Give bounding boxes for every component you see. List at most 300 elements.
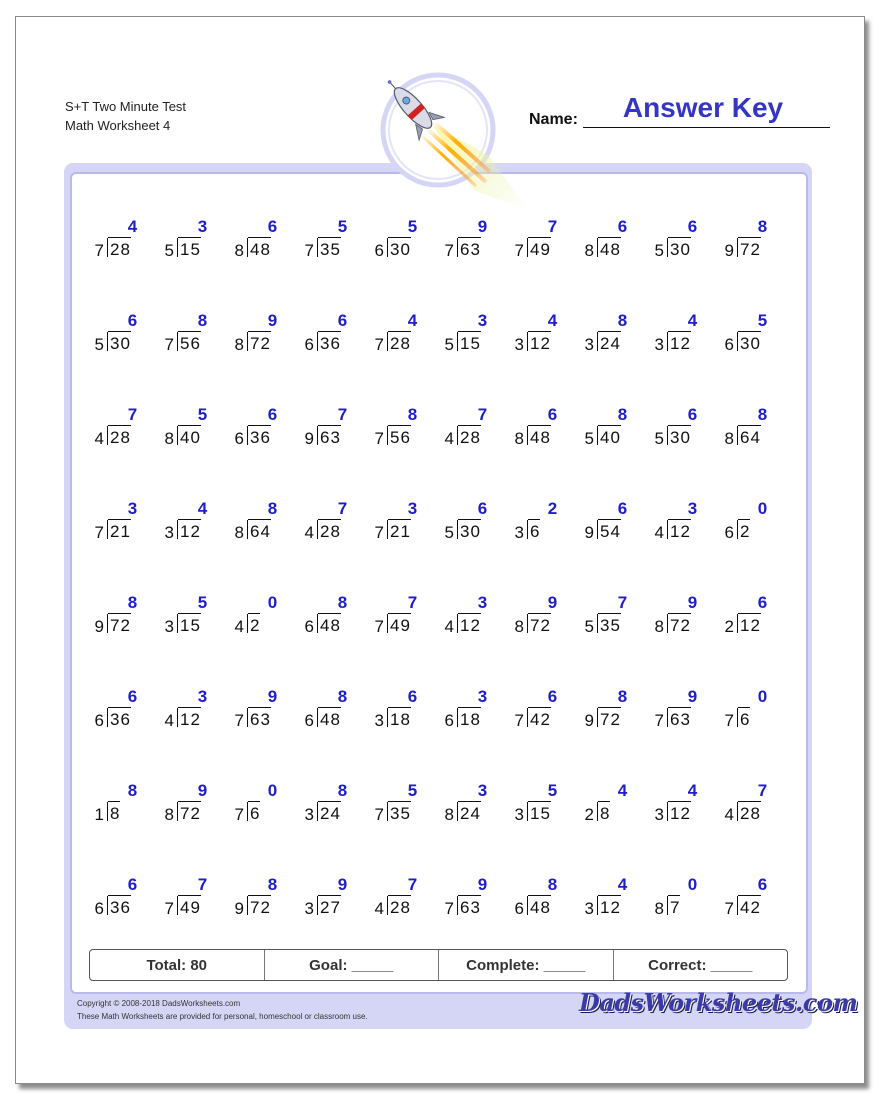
divisor: 7 bbox=[444, 899, 454, 918]
dividend: 48 bbox=[318, 613, 341, 636]
quotient-answer: 8 bbox=[337, 781, 348, 800]
dividend: 30 bbox=[458, 519, 481, 542]
division-problem bbox=[297, 876, 367, 920]
dividend: 56 bbox=[388, 425, 411, 448]
answer-key-label: Answer Key bbox=[622, 92, 784, 123]
dividend: 12 bbox=[178, 707, 201, 730]
divisor: 3 bbox=[164, 617, 174, 636]
dividend: 28 bbox=[108, 237, 131, 260]
quotient-answer: 8 bbox=[127, 593, 138, 612]
division-problem bbox=[297, 782, 367, 826]
dividend: 35 bbox=[318, 237, 341, 260]
quotient-answer: 7 bbox=[197, 875, 208, 894]
division-problem bbox=[507, 406, 577, 450]
division-problem bbox=[717, 876, 787, 920]
correct-cell: Correct: _____ bbox=[613, 950, 788, 980]
divisor: 8 bbox=[654, 899, 664, 918]
dividend: 28 bbox=[738, 801, 761, 824]
dividend: 42 bbox=[738, 895, 761, 918]
quotient-answer: 6 bbox=[547, 405, 558, 424]
division-problem bbox=[367, 688, 437, 732]
dividend: 72 bbox=[668, 613, 691, 636]
dividend: 48 bbox=[318, 707, 341, 730]
divisor: 5 bbox=[94, 335, 104, 354]
division-problem bbox=[87, 218, 157, 262]
divisor: 7 bbox=[374, 429, 384, 448]
dividend: 15 bbox=[458, 331, 481, 354]
division-problem bbox=[367, 876, 437, 920]
dividend: 21 bbox=[108, 519, 131, 542]
divisor: 2 bbox=[724, 617, 734, 636]
division-problem bbox=[577, 594, 647, 638]
division-problem bbox=[647, 782, 717, 826]
divisor: 6 bbox=[304, 335, 314, 354]
division-problem bbox=[227, 782, 297, 826]
dividend: 72 bbox=[528, 613, 551, 636]
divisor: 7 bbox=[164, 335, 174, 354]
quotient-answer: 0 bbox=[267, 781, 278, 800]
quotient-answer: 0 bbox=[757, 687, 768, 706]
divisor: 7 bbox=[94, 523, 104, 542]
divisor: 3 bbox=[584, 335, 594, 354]
quotient-answer: 0 bbox=[687, 875, 698, 894]
division-problem bbox=[577, 218, 647, 262]
dividend: 12 bbox=[598, 895, 621, 918]
division-problem bbox=[577, 876, 647, 920]
divisor: 9 bbox=[724, 241, 734, 260]
dividend: 15 bbox=[178, 613, 201, 636]
divisor: 6 bbox=[304, 617, 314, 636]
divisor: 7 bbox=[374, 335, 384, 354]
division-problem bbox=[647, 406, 717, 450]
dividend: 24 bbox=[458, 801, 481, 824]
dividend: 42 bbox=[528, 707, 551, 730]
quotient-answer: 9 bbox=[687, 593, 698, 612]
quotient-answer: 8 bbox=[407, 405, 418, 424]
divisor: 3 bbox=[514, 335, 524, 354]
dividend: 28 bbox=[388, 331, 411, 354]
division-problem bbox=[157, 218, 227, 262]
brand-logo: DadsWorksheets.com bbox=[579, 988, 858, 1017]
dividend: 15 bbox=[528, 801, 551, 824]
dividend: 36 bbox=[318, 331, 341, 354]
dividend: 6 bbox=[528, 519, 540, 542]
division-problem bbox=[297, 500, 367, 544]
quotient-answer: 3 bbox=[197, 217, 208, 236]
division-problem bbox=[717, 218, 787, 262]
division-problem bbox=[157, 594, 227, 638]
divisor: 4 bbox=[164, 711, 174, 730]
quotient-answer: 6 bbox=[267, 405, 278, 424]
quotient-answer: 8 bbox=[127, 781, 138, 800]
division-problem bbox=[367, 782, 437, 826]
divisor: 6 bbox=[94, 899, 104, 918]
dividend: 72 bbox=[248, 895, 271, 918]
dividend: 63 bbox=[458, 237, 481, 260]
dividend: 7 bbox=[668, 895, 680, 918]
quotient-answer: 7 bbox=[477, 405, 488, 424]
divisor: 7 bbox=[234, 711, 244, 730]
dividend: 56 bbox=[178, 331, 201, 354]
dividend: 63 bbox=[458, 895, 481, 918]
quotient-answer: 6 bbox=[267, 217, 278, 236]
dividend: 49 bbox=[528, 237, 551, 260]
division-problem bbox=[437, 406, 507, 450]
divisor: 5 bbox=[584, 617, 594, 636]
quotient-answer: 3 bbox=[197, 687, 208, 706]
division-problem bbox=[507, 594, 577, 638]
divisor: 4 bbox=[94, 429, 104, 448]
quotient-answer: 8 bbox=[267, 875, 278, 894]
dividend: 36 bbox=[108, 707, 131, 730]
usage-note: These Math Worksheets are provided for personal, homeschool or classroom use. bbox=[77, 1012, 368, 1021]
divisor: 7 bbox=[374, 617, 384, 636]
quotient-answer: 5 bbox=[337, 217, 348, 236]
divisor: 8 bbox=[584, 241, 594, 260]
divisor: 9 bbox=[584, 711, 594, 730]
quotient-answer: 5 bbox=[407, 217, 418, 236]
quotient-answer: 9 bbox=[547, 593, 558, 612]
division-problem bbox=[507, 688, 577, 732]
division-problem bbox=[437, 312, 507, 356]
dividend: 64 bbox=[248, 519, 271, 542]
dividend: 27 bbox=[318, 895, 341, 918]
dividend: 30 bbox=[668, 425, 691, 448]
divisor: 7 bbox=[374, 805, 384, 824]
dividend: 48 bbox=[248, 237, 271, 260]
dividend: 6 bbox=[738, 707, 750, 730]
divisor: 8 bbox=[234, 335, 244, 354]
dividend: 54 bbox=[598, 519, 621, 542]
division-problem bbox=[227, 688, 297, 732]
dividend: 35 bbox=[598, 613, 621, 636]
divisor: 5 bbox=[584, 429, 594, 448]
divisor: 7 bbox=[514, 241, 524, 260]
dividend: 49 bbox=[388, 613, 411, 636]
divisor: 3 bbox=[304, 899, 314, 918]
dividend: 12 bbox=[178, 519, 201, 542]
divisor: 6 bbox=[724, 335, 734, 354]
divisor: 4 bbox=[444, 429, 454, 448]
dividend: 36 bbox=[108, 895, 131, 918]
divisor: 5 bbox=[444, 335, 454, 354]
divisor: 3 bbox=[514, 523, 524, 542]
dividend: 49 bbox=[178, 895, 201, 918]
quotient-answer: 8 bbox=[337, 593, 348, 612]
quotient-answer: 3 bbox=[477, 593, 488, 612]
quotient-answer: 8 bbox=[757, 217, 768, 236]
complete-cell: Complete: _____ bbox=[438, 950, 613, 980]
quotient-answer: 6 bbox=[477, 499, 488, 518]
quotient-answer: 7 bbox=[337, 405, 348, 424]
division-problem bbox=[157, 500, 227, 544]
division-problem bbox=[437, 782, 507, 826]
dividend: 72 bbox=[178, 801, 201, 824]
dividend: 8 bbox=[598, 801, 610, 824]
divisor: 3 bbox=[374, 711, 384, 730]
dividend: 12 bbox=[668, 331, 691, 354]
quotient-answer: 9 bbox=[337, 875, 348, 894]
quotient-answer: 6 bbox=[337, 311, 348, 330]
divisor: 7 bbox=[374, 523, 384, 542]
division-problem bbox=[647, 594, 717, 638]
divisor: 6 bbox=[444, 711, 454, 730]
dividend: 2 bbox=[738, 519, 750, 542]
division-problem bbox=[717, 594, 787, 638]
division-problem bbox=[577, 688, 647, 732]
dividend: 63 bbox=[248, 707, 271, 730]
division-problem bbox=[437, 876, 507, 920]
division-problem bbox=[647, 218, 717, 262]
title-line-2: Math Worksheet 4 bbox=[65, 118, 171, 133]
quotient-answer: 7 bbox=[127, 405, 138, 424]
quotient-answer: 5 bbox=[197, 405, 208, 424]
quotient-answer: 3 bbox=[687, 499, 698, 518]
division-problem bbox=[507, 500, 577, 544]
quotient-answer: 9 bbox=[477, 875, 488, 894]
divisor: 5 bbox=[654, 429, 664, 448]
quotient-answer: 3 bbox=[477, 687, 488, 706]
division-problem bbox=[717, 782, 787, 826]
division-problem bbox=[437, 688, 507, 732]
quotient-answer: 7 bbox=[407, 875, 418, 894]
quotient-answer: 0 bbox=[757, 499, 768, 518]
quotient-answer: 4 bbox=[407, 311, 418, 330]
divisor: 6 bbox=[724, 523, 734, 542]
division-problem bbox=[717, 688, 787, 732]
divisor: 8 bbox=[164, 429, 174, 448]
quotient-answer: 6 bbox=[617, 217, 628, 236]
divisor: 4 bbox=[444, 617, 454, 636]
dividend: 30 bbox=[668, 237, 691, 260]
divisor: 8 bbox=[164, 805, 174, 824]
division-problem bbox=[87, 876, 157, 920]
quotient-answer: 9 bbox=[687, 687, 698, 706]
divisor: 8 bbox=[444, 805, 454, 824]
dividend: 15 bbox=[178, 237, 201, 260]
divisor: 4 bbox=[304, 523, 314, 542]
dividend: 72 bbox=[738, 237, 761, 260]
dividend: 2 bbox=[248, 613, 260, 636]
dividend: 30 bbox=[738, 331, 761, 354]
division-problem bbox=[227, 500, 297, 544]
quotient-answer: 7 bbox=[337, 499, 348, 518]
dividend: 28 bbox=[388, 895, 411, 918]
quotient-answer: 6 bbox=[757, 875, 768, 894]
quotient-answer: 4 bbox=[197, 499, 208, 518]
division-problem bbox=[507, 312, 577, 356]
quotient-answer: 6 bbox=[687, 217, 698, 236]
divisor: 9 bbox=[304, 429, 314, 448]
dividend: 28 bbox=[318, 519, 341, 542]
score-box bbox=[89, 949, 788, 981]
dividend: 48 bbox=[528, 895, 551, 918]
quotient-answer: 7 bbox=[547, 217, 558, 236]
dividend: 12 bbox=[528, 331, 551, 354]
divisor: 3 bbox=[654, 335, 664, 354]
copyright-line: Copyright © 2008-2018 DadsWorksheets.com bbox=[77, 999, 241, 1008]
divisor: 2 bbox=[584, 805, 594, 824]
division-problem bbox=[227, 876, 297, 920]
division-problem bbox=[507, 876, 577, 920]
quotient-answer: 6 bbox=[687, 405, 698, 424]
divisor: 9 bbox=[584, 523, 594, 542]
dividend: 18 bbox=[458, 707, 481, 730]
division-problem bbox=[577, 406, 647, 450]
division-problem bbox=[507, 218, 577, 262]
division-problem bbox=[717, 500, 787, 544]
division-problem bbox=[227, 312, 297, 356]
dividend: 12 bbox=[668, 801, 691, 824]
division-problem bbox=[717, 312, 787, 356]
quotient-answer: 4 bbox=[127, 217, 138, 236]
divisor: 9 bbox=[234, 899, 244, 918]
division-problem bbox=[647, 312, 717, 356]
divisor: 8 bbox=[234, 241, 244, 260]
quotient-answer: 3 bbox=[477, 311, 488, 330]
division-problem bbox=[437, 218, 507, 262]
dividend: 40 bbox=[598, 425, 621, 448]
divisor: 7 bbox=[304, 241, 314, 260]
dividend: 64 bbox=[738, 425, 761, 448]
quotient-answer: 7 bbox=[407, 593, 418, 612]
dividend: 36 bbox=[248, 425, 271, 448]
quotient-answer: 5 bbox=[547, 781, 558, 800]
dividend: 40 bbox=[178, 425, 201, 448]
division-problem bbox=[717, 406, 787, 450]
quotient-answer: 6 bbox=[127, 875, 138, 894]
quotient-answer: 5 bbox=[407, 781, 418, 800]
divisor: 3 bbox=[584, 899, 594, 918]
division-problem bbox=[157, 876, 227, 920]
division-problem bbox=[157, 312, 227, 356]
quotient-answer: 9 bbox=[267, 687, 278, 706]
quotient-answer: 3 bbox=[407, 499, 418, 518]
dividend: 30 bbox=[388, 237, 411, 260]
division-problem bbox=[157, 406, 227, 450]
division-problem bbox=[297, 406, 367, 450]
division-problem bbox=[87, 500, 157, 544]
divisor: 8 bbox=[514, 617, 524, 636]
quotient-answer: 4 bbox=[617, 875, 628, 894]
quotient-answer: 8 bbox=[267, 499, 278, 518]
quotient-answer: 8 bbox=[197, 311, 208, 330]
quotient-answer: 8 bbox=[547, 875, 558, 894]
divisor: 4 bbox=[654, 523, 664, 542]
dividend: 35 bbox=[388, 801, 411, 824]
division-problem bbox=[297, 218, 367, 262]
quotient-answer: 7 bbox=[617, 593, 628, 612]
divisor: 7 bbox=[164, 899, 174, 918]
quotient-answer: 6 bbox=[127, 687, 138, 706]
divisor: 7 bbox=[654, 711, 664, 730]
quotient-answer: 2 bbox=[547, 499, 558, 518]
division-problem bbox=[367, 406, 437, 450]
footer-copyright bbox=[77, 997, 368, 1023]
divisor: 8 bbox=[514, 429, 524, 448]
divisor: 8 bbox=[654, 617, 664, 636]
division-problem bbox=[577, 782, 647, 826]
divisor: 6 bbox=[94, 711, 104, 730]
division-problem bbox=[577, 500, 647, 544]
divisor: 4 bbox=[234, 617, 244, 636]
dividend: 63 bbox=[668, 707, 691, 730]
divisor: 5 bbox=[654, 241, 664, 260]
dividend: 21 bbox=[388, 519, 411, 542]
division-problem bbox=[227, 594, 297, 638]
divisor: 4 bbox=[724, 805, 734, 824]
division-problem bbox=[367, 500, 437, 544]
division-problem bbox=[367, 218, 437, 262]
dividend: 28 bbox=[108, 425, 131, 448]
divisor: 4 bbox=[374, 899, 384, 918]
divisor: 7 bbox=[724, 711, 734, 730]
dividend: 24 bbox=[318, 801, 341, 824]
quotient-answer: 7 bbox=[757, 781, 768, 800]
divisor: 1 bbox=[94, 805, 104, 824]
division-problem bbox=[157, 782, 227, 826]
division-problem bbox=[227, 218, 297, 262]
division-problem bbox=[297, 688, 367, 732]
divisor: 8 bbox=[234, 523, 244, 542]
divisor: 7 bbox=[444, 241, 454, 260]
dividend: 12 bbox=[668, 519, 691, 542]
divisor: 7 bbox=[724, 899, 734, 918]
dividend: 48 bbox=[528, 425, 551, 448]
dividend: 18 bbox=[388, 707, 411, 730]
divisor: 6 bbox=[374, 241, 384, 260]
title-line-1: S+T Two Minute Test bbox=[65, 99, 187, 114]
division-problem bbox=[367, 594, 437, 638]
divisor: 3 bbox=[164, 523, 174, 542]
dividend: 72 bbox=[598, 707, 621, 730]
quotient-answer: 3 bbox=[127, 499, 138, 518]
quotient-answer: 8 bbox=[617, 687, 628, 706]
quotient-answer: 6 bbox=[127, 311, 138, 330]
divisor: 6 bbox=[304, 711, 314, 730]
quotient-answer: 6 bbox=[757, 593, 768, 612]
goal-cell: Goal: _____ bbox=[264, 950, 439, 980]
divisor: 7 bbox=[94, 241, 104, 260]
division-problem bbox=[87, 688, 157, 732]
dividend: 72 bbox=[248, 331, 271, 354]
divisor: 3 bbox=[514, 805, 524, 824]
quotient-answer: 6 bbox=[617, 499, 628, 518]
division-problem bbox=[647, 876, 717, 920]
divisor: 3 bbox=[304, 805, 314, 824]
dividend: 28 bbox=[458, 425, 481, 448]
division-problem bbox=[87, 406, 157, 450]
dividend: 63 bbox=[318, 425, 341, 448]
quotient-answer: 9 bbox=[267, 311, 278, 330]
dividend: 30 bbox=[108, 331, 131, 354]
quotient-answer: 4 bbox=[617, 781, 628, 800]
quotient-answer: 5 bbox=[757, 311, 768, 330]
divisor: 7 bbox=[234, 805, 244, 824]
dividend: 6 bbox=[248, 801, 260, 824]
quotient-answer: 5 bbox=[197, 593, 208, 612]
quotient-answer: 9 bbox=[477, 217, 488, 236]
divisor: 9 bbox=[94, 617, 104, 636]
divisor: 3 bbox=[654, 805, 664, 824]
quotient-answer: 8 bbox=[617, 405, 628, 424]
divisor: 7 bbox=[514, 711, 524, 730]
divisor: 6 bbox=[514, 899, 524, 918]
divisor: 5 bbox=[164, 241, 174, 260]
quotient-answer: 8 bbox=[757, 405, 768, 424]
division-problem bbox=[577, 312, 647, 356]
quotient-answer: 6 bbox=[407, 687, 418, 706]
